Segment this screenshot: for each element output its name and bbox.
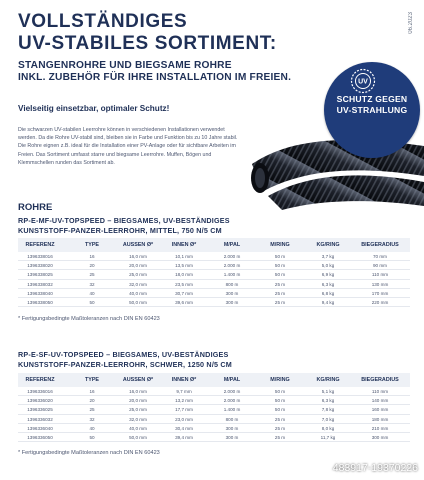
page-subtitle-line-1: STANGENROHRE UND BIEGSAME ROHRE <box>18 60 232 71</box>
cell-biegeradius: 70 mm <box>372 254 388 259</box>
column-header-aussen: AUSSEN Ø* <box>122 242 154 248</box>
cell-aussen: 20,0 mm <box>129 263 147 269</box>
table-row <box>18 289 410 298</box>
cell-m-ring: 50 m <box>274 263 286 269</box>
column-header-m-ring: M/RING <box>270 242 290 248</box>
column-header-referenz: REFERENZ <box>25 242 55 248</box>
cell-biegeradius: 170 mm <box>371 290 389 296</box>
cell-aussen: 50,0 mm <box>129 299 147 305</box>
cell-m-pal: 800 m <box>225 416 239 422</box>
table-row <box>18 252 410 261</box>
cell-m-pal: 2.000 m <box>223 254 241 259</box>
cell-biegeradius: 130 mm <box>371 281 389 287</box>
cell-innen: 23,5 mm <box>175 281 193 287</box>
cell-aussen: 25,0 mm <box>129 407 147 413</box>
uv-sun-icon <box>350 68 376 94</box>
cell-kg-ring: 8,0 kg <box>321 425 335 431</box>
column-header-kg-ring: KG/RING <box>316 377 340 383</box>
cell-innen: 39,4 mm <box>175 434 193 440</box>
cell-aussen: 20,0 mm <box>129 398 147 404</box>
intro-paragraph: Die schwarzen UV-stabilen Leerrohre können in verschiedenen Installationen verwendet werden. Da die Rohre UV-stabil sind, bleiben sie in Farbe und Funktion bis zu 10 Jahre stabil. Die Rohre eignen z.B. ideal für die Installation einer PV-Anlage oder für sichtbare Arbeiten im Freien. Das Sortiment umfasst starre und biegsame Leerrohre. Muffen, Bögen und Klemmschellen runden das Sortiment ab. <box>18 127 238 166</box>
cell-referenz: 1396338016 <box>27 254 53 259</box>
cell-m-ring: 25 m <box>274 434 286 440</box>
column-header-biegeradius: BIEGERADIUS <box>361 242 399 248</box>
cell-m-pal: 2.000 m <box>223 263 241 269</box>
cell-m-pal: 2.000 m <box>223 389 241 394</box>
cell-innen: 23,0 mm <box>175 416 193 422</box>
cell-innen: 18,0 mm <box>175 272 193 278</box>
page-title-line-1: VOLLSTÄNDIGES <box>18 11 188 32</box>
cell-type: 40 <box>89 425 95 431</box>
cell-m-ring: 50 m <box>274 272 286 278</box>
product-2-title-line-1: RP-E-SF-UV-TOPSPEED – BIEGSAMES, UV-BESTÄNDIGES <box>18 350 229 359</box>
cell-m-ring: 50 m <box>274 407 286 413</box>
product-1-title-line-1: RP-E-MF-UV-TOPSPEED – BIEGSAMES, UV-BESTÄNDIGES <box>18 216 230 225</box>
column-header-type: TYPE <box>84 377 100 383</box>
section-title: ROHRE <box>18 202 53 213</box>
cell-referenz: 1396336020 <box>27 398 53 404</box>
cell-m-pal: 1.400 m <box>223 407 241 413</box>
table-header-row <box>18 373 410 387</box>
table-row <box>18 396 410 405</box>
cell-m-pal: 300 m <box>225 434 239 440</box>
table-row <box>18 280 410 289</box>
cell-type: 25 <box>89 407 95 413</box>
table-row <box>18 405 410 414</box>
cell-innen: 13,2 mm <box>175 398 193 404</box>
cell-innen: 13,5 mm <box>175 263 193 269</box>
column-header-aussen: AUSSEN Ø* <box>122 377 154 383</box>
cell-type: 50 <box>89 434 95 440</box>
table-row <box>18 261 410 270</box>
table-row <box>18 270 410 279</box>
cell-type: 32 <box>89 416 95 422</box>
badge-text-line-1: SCHUTZ GEGEN <box>336 94 408 104</box>
cell-m-ring: 25 m <box>274 425 286 431</box>
intro-tagline: Vielseitig einsetzbar, optimaler Schutz! <box>18 104 170 113</box>
product-1-tolerance-note: * Fertigungsbedingte Maßtoleranzen nach DIN EN 60423 <box>18 316 160 322</box>
table-header-row <box>18 238 410 252</box>
document-date: 06.2023 <box>408 12 414 34</box>
cell-biegeradius: 180 mm <box>371 416 389 422</box>
cell-biegeradius: 220 mm <box>371 299 389 305</box>
cell-aussen: 50,0 mm <box>129 434 147 440</box>
cell-referenz: 1396336050 <box>27 434 53 440</box>
cell-kg-ring: 5,0 kg <box>321 263 335 269</box>
cell-innen: 39,6 mm <box>175 299 193 305</box>
table-row <box>18 387 410 396</box>
column-header-m-pal: M/PAL <box>223 377 241 383</box>
column-header-biegeradius: BIEGERADIUS <box>361 377 399 383</box>
page-title-line-2: UV-STABILES SORTIMENT: <box>18 33 277 54</box>
cell-type: 50 <box>89 299 95 305</box>
cell-type: 20 <box>89 398 95 404</box>
cell-type: 25 <box>89 272 95 278</box>
cell-referenz: 1396338040 <box>27 290 53 296</box>
product-1-spec-table <box>18 238 410 307</box>
cell-aussen: 40,0 mm <box>129 290 147 296</box>
cell-m-pal: 1.400 m <box>223 272 241 278</box>
cell-aussen: 25,0 mm <box>129 272 147 278</box>
uv-logo-label: UV <box>358 78 368 86</box>
cell-biegeradius: 110 mm <box>371 389 389 394</box>
cell-type: 32 <box>89 281 95 287</box>
column-header-kg-ring: KG/RING <box>316 242 340 248</box>
column-header-m-ring: M/RING <box>270 377 290 383</box>
cell-m-ring: 50 m <box>274 398 286 404</box>
column-header-innen: INNEN Ø* <box>171 242 197 248</box>
cell-kg-ring: 11,7 kg <box>320 434 336 440</box>
cell-referenz: 1396336032 <box>27 416 53 422</box>
badge-text-line-2: UV-STRAHLUNG <box>336 105 408 115</box>
cell-kg-ring: 7,8 kg <box>321 407 335 413</box>
cell-m-pal: 800 m <box>225 281 239 287</box>
cell-type: 16 <box>89 254 95 259</box>
cell-innen: 9,7 mm <box>176 389 192 394</box>
cell-innen: 10,1 mm <box>175 254 193 259</box>
cell-referenz: 1396336025 <box>27 407 53 413</box>
cell-referenz: 1396338020 <box>27 263 53 269</box>
cell-m-pal: 300 m <box>225 299 239 305</box>
cell-kg-ring: 6,8 kg <box>321 290 335 296</box>
page-subtitle-line-2: INKL. ZUBEHÖR FÜR IHRE INSTALLATION IM FREIEN. <box>18 72 292 83</box>
cell-biegeradius: 160 mm <box>371 407 389 413</box>
cell-m-pal: 300 m <box>225 425 239 431</box>
cell-m-ring: 25 m <box>274 281 286 287</box>
cell-m-ring: 25 m <box>274 290 286 296</box>
cell-type: 20 <box>89 263 95 269</box>
cell-type: 16 <box>89 389 95 394</box>
cell-referenz: 1396336016 <box>27 389 53 394</box>
column-header-referenz: REFERENZ <box>25 377 55 383</box>
table-row <box>18 424 410 433</box>
cell-aussen: 16,0 mm <box>129 254 147 259</box>
watermark-id: 483917-19370226 <box>332 462 418 474</box>
cell-referenz: 1396338032 <box>27 281 53 287</box>
product-1-title-line-2: KUNSTSTOFF-PANZER-LEERROHR, MITTEL, 750 N/5 CM <box>18 226 222 235</box>
column-header-m-pal: M/PAL <box>223 242 241 248</box>
column-header-innen: INNEN Ø* <box>171 377 197 383</box>
cell-kg-ring: 5,1 kg <box>321 389 335 394</box>
cell-m-ring: 50 m <box>274 389 286 394</box>
cell-kg-ring: 3,7 kg <box>321 254 335 259</box>
product-2-tolerance-note: * Fertigungsbedingte Maßtoleranzen nach DIN EN 60423 <box>18 450 160 456</box>
cell-biegeradius: 210 mm <box>371 425 389 431</box>
cell-innen: 30,7 mm <box>175 290 193 296</box>
cell-biegeradius: 140 mm <box>371 398 389 404</box>
table-row <box>18 415 410 424</box>
cell-m-ring: 25 m <box>274 416 286 422</box>
cell-referenz: 1396336040 <box>27 425 53 431</box>
cell-m-pal: 300 m <box>225 290 239 296</box>
cell-innen: 17,7 mm <box>175 407 193 413</box>
cell-m-ring: 50 m <box>274 254 286 259</box>
cell-kg-ring: 9,4 kg <box>321 299 335 305</box>
cell-kg-ring: 6,9 kg <box>321 272 335 278</box>
cell-biegeradius: 300 mm <box>371 434 389 440</box>
cell-aussen: 32,0 mm <box>129 416 147 422</box>
product-2-title-line-2: KUNSTSTOFF-PANZER-LEERROHR, SCHWER, 1250 N/5 CM <box>18 360 232 369</box>
cell-m-ring: 25 m <box>274 299 286 305</box>
cell-aussen: 16,0 mm <box>129 389 147 394</box>
cell-kg-ring: 6,3 kg <box>321 281 335 287</box>
cell-aussen: 32,0 mm <box>129 281 147 287</box>
column-header-type: TYPE <box>84 242 100 248</box>
cell-biegeradius: 90 mm <box>372 263 388 269</box>
cell-aussen: 40,0 mm <box>129 425 147 431</box>
table-row <box>18 433 410 442</box>
cell-referenz: 1396338050 <box>27 299 53 305</box>
cell-innen: 30,4 mm <box>175 425 193 431</box>
cell-m-pal: 2.000 m <box>223 398 241 404</box>
cell-referenz: 1396338025 <box>27 272 53 278</box>
product-2-spec-table <box>18 373 410 442</box>
cell-kg-ring: 6,3 kg <box>321 398 335 404</box>
cell-biegeradius: 110 mm <box>371 272 389 278</box>
table-row <box>18 298 410 307</box>
cell-kg-ring: 7,0 kg <box>321 416 335 422</box>
cell-type: 40 <box>89 290 95 296</box>
